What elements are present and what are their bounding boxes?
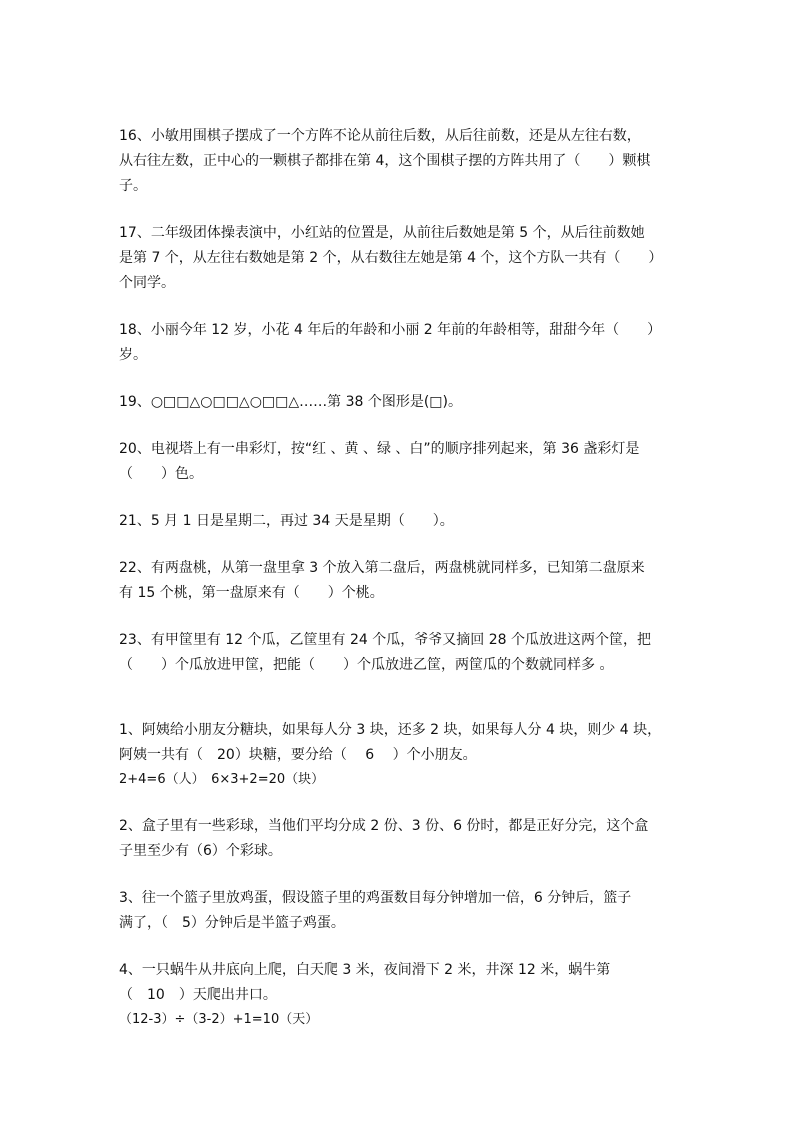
question-line: （ 10 ）天爬出井口。 xyxy=(119,987,277,1003)
question-line: 个同学。 xyxy=(119,275,175,291)
question-line: （ ）色。 xyxy=(119,466,203,482)
question-18 xyxy=(119,318,679,368)
question-line: 17、二年级团体操表演中，小红站的位置是，从前往后数她是第 5 个，从后往前数她 xyxy=(119,225,645,241)
question-line: 18、小丽今年 12 岁，小花 4 年后的年龄和小丽 2 年前的年龄相等，甜甜今年（ ） xyxy=(119,322,662,338)
question-16 xyxy=(119,124,679,199)
question-line: 满了，（ 5）分钟后是半篮子鸡蛋。 xyxy=(119,915,345,931)
question-line: 子里至少有（6）个彩球。 xyxy=(119,843,282,859)
calculation-line: （12-3）÷（3-2）+1=10（天） xyxy=(119,1012,319,1027)
question-20 xyxy=(119,437,679,487)
question-22 xyxy=(119,556,679,606)
question-line: 22、有两盘桃，从第一盘里拿 3 个放入第二盘后，两盘桃就同样多，已知第二盘原来 xyxy=(119,560,645,576)
question-line: 阿姨一共有（ 20）块糖，要分给（ 6 ）个小朋友。 xyxy=(119,747,477,763)
question-line: 16、小敏用围棋子摆成了一个方阵不论从前往后数，从后往前数，还是从左往右数， xyxy=(119,128,641,144)
answered-question-1 xyxy=(119,718,679,792)
question-line: 1、阿姨给小朋友分糖块，如果每人分 3 块，还多 2 块，如果每人分 4 块，则少 4 块， xyxy=(119,722,662,738)
question-19 xyxy=(119,390,679,415)
question-21 xyxy=(119,509,679,534)
question-line: 21、5 月 1 日是星期二，再过 34 天是星期（ ）。 xyxy=(119,513,454,529)
question-line: 20、电视塔上有一串彩灯，按“红 、黄 、绿 、白”的顺序排列起来，第 36 盏彩灯是 xyxy=(119,441,640,457)
document-page xyxy=(119,124,679,1032)
question-line: （ ）个瓜放进甲筐，把能（ ）个瓜放进乙筐，两筐瓜的个数就同样多 。 xyxy=(119,657,614,673)
question-line: 是第 7 个，从左往右数她是第 2 个，从右数往左她是第 4 个，这个方队一共有（ ） xyxy=(119,250,663,266)
question-line: 岁。 xyxy=(119,347,147,363)
question-line: 有 15 个桃，第一盘原来有（ ）个桃。 xyxy=(119,585,384,601)
question-line: 23、有甲筐里有 12 个瓜，乙筐里有 24 个瓜，爷爷又摘回 28 个瓜放进这两个筐，把 xyxy=(119,632,651,648)
question-line: 2、盒子里有一些彩球，当他们平均分成 2 份、3 份、6 份时，都是正好分完，这个盒 xyxy=(119,818,649,834)
answered-question-2 xyxy=(119,814,679,864)
question-line: 19、○□□△○□□△○□□△……第 38 个图形是(□)。 xyxy=(119,394,462,410)
answered-question-3 xyxy=(119,886,679,936)
question-17 xyxy=(119,221,679,296)
question-line: 4、一只蜗牛从井底向上爬，白天爬 3 米，夜间滑下 2 米，井深 12 米，蜗牛第 xyxy=(119,962,611,978)
question-line: 3、往一个篮子里放鸡蛋，假设篮子里的鸡蛋数目每分钟增加一倍，6 分钟后，篮子 xyxy=(119,890,632,906)
calculation-line: 2+4=6（人） 6×3+2=20（块） xyxy=(119,772,325,787)
question-line: 从右往左数，正中心的一颗棋子都排在第 4，这个围棋子摆的方阵共用了（ ）颗棋 xyxy=(119,153,651,169)
answered-question-4 xyxy=(119,958,679,1032)
question-line: 子。 xyxy=(119,178,147,194)
question-23 xyxy=(119,628,679,678)
